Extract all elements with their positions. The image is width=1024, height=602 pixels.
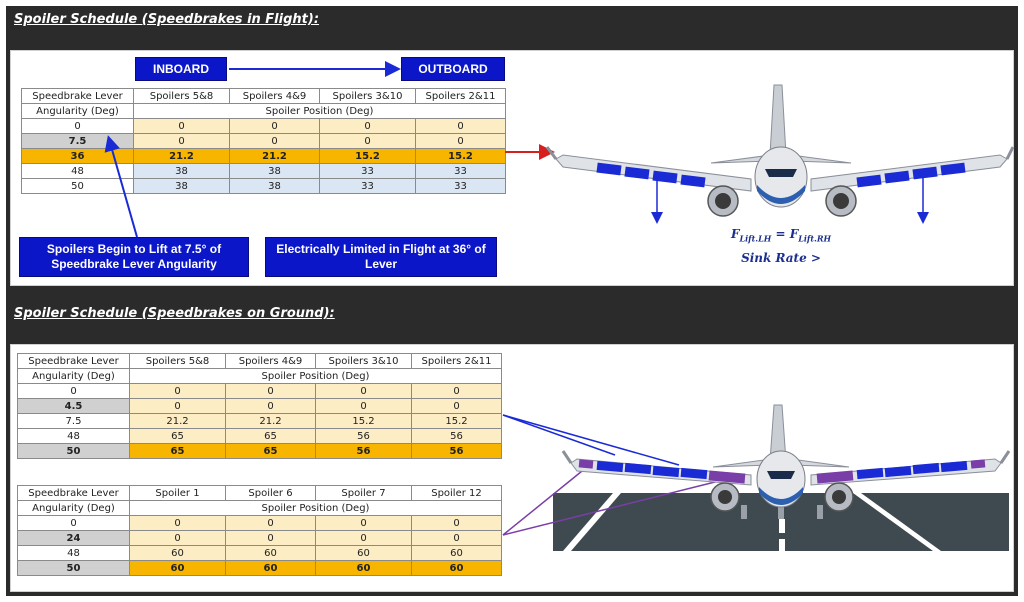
value-cell: 38 xyxy=(134,179,230,194)
value-cell: 15.2 xyxy=(416,149,506,164)
value-cell: 0 xyxy=(230,134,320,149)
value-cell: 0 xyxy=(226,399,316,414)
col-header: Spoilers 3&10 xyxy=(320,89,416,104)
ground-airplane-illustration xyxy=(11,345,1015,593)
value-cell: 38 xyxy=(134,164,230,179)
lever-cell: 50 xyxy=(18,444,130,459)
value-cell: 21.2 xyxy=(230,149,320,164)
pointer-line-blue xyxy=(503,415,615,455)
value-cell: 0 xyxy=(226,516,316,531)
col-header: Spoiler 1 xyxy=(130,486,226,501)
value-cell: 15.2 xyxy=(316,414,412,429)
right-winglet xyxy=(1007,147,1013,159)
value-cell: 33 xyxy=(320,179,416,194)
col-header: Spoilers 5&8 xyxy=(134,89,230,104)
value-cell: 0 xyxy=(316,384,412,399)
value-cell: 0 xyxy=(130,399,226,414)
lever-cell: 0 xyxy=(18,384,130,399)
left-winglet xyxy=(563,451,571,463)
col-header: Spoilers 4&9 xyxy=(230,89,320,104)
value-cell: 0 xyxy=(320,119,416,134)
lever-cell: 48 xyxy=(18,429,130,444)
lever-header: Speedbrake Lever xyxy=(18,486,130,501)
value-cell: 56 xyxy=(316,444,412,459)
col-header: Spoilers 3&10 xyxy=(316,354,412,369)
value-cell: 0 xyxy=(130,384,226,399)
right-winglet xyxy=(1001,451,1009,463)
callout-arrow xyxy=(109,139,137,237)
value-cell: 21.2 xyxy=(130,414,226,429)
value-cell: 65 xyxy=(226,444,316,459)
lever-header: Speedbrake Lever xyxy=(22,89,134,104)
ground-panel xyxy=(10,344,1014,592)
lever-cell: 0 xyxy=(18,516,130,531)
value-cell: 0 xyxy=(316,399,412,414)
position-header: Spoiler Position (Deg) xyxy=(130,501,502,516)
lever-cell: 48 xyxy=(22,164,134,179)
lever-cell: 50 xyxy=(22,179,134,194)
value-cell: 0 xyxy=(412,516,502,531)
value-cell: 0 xyxy=(320,134,416,149)
formula-eq: = xyxy=(771,227,790,241)
value-cell: 0 xyxy=(412,384,502,399)
col-header: Spoilers 2&11 xyxy=(412,354,502,369)
lever-cell: 50 xyxy=(18,561,130,576)
value-cell: 0 xyxy=(134,119,230,134)
value-cell: 0 xyxy=(416,134,506,149)
value-cell: 65 xyxy=(226,429,316,444)
cockpit-window xyxy=(767,471,795,479)
value-cell: 56 xyxy=(316,429,412,444)
value-cell: 0 xyxy=(316,516,412,531)
spoiler-panel-outer xyxy=(579,459,594,468)
lever-header: Angularity (Deg) xyxy=(18,501,130,516)
col-header: Spoiler 6 xyxy=(226,486,316,501)
value-cell: 33 xyxy=(416,164,506,179)
value-cell: 60 xyxy=(412,561,502,576)
value-cell: 60 xyxy=(412,546,502,561)
value-cell: 60 xyxy=(316,546,412,561)
lever-cell: 4.5 xyxy=(18,399,130,414)
value-cell: 56 xyxy=(412,429,502,444)
value-cell: 15.2 xyxy=(412,414,502,429)
value-cell: 0 xyxy=(130,531,226,546)
lever-cell: 36 xyxy=(22,149,134,164)
value-cell: 38 xyxy=(230,164,320,179)
runway-centerline xyxy=(779,539,785,551)
value-cell: 0 xyxy=(226,531,316,546)
inboard-label: INBOARD xyxy=(135,57,227,81)
cockpit-window xyxy=(765,169,797,177)
value-cell: 21.2 xyxy=(134,149,230,164)
value-cell: 0 xyxy=(316,531,412,546)
engine-fan xyxy=(832,490,846,504)
col-header: Spoilers 4&9 xyxy=(226,354,316,369)
lever-header: Speedbrake Lever xyxy=(18,354,130,369)
value-cell: 0 xyxy=(412,531,502,546)
value-cell: 0 xyxy=(130,516,226,531)
value-cell: 60 xyxy=(316,561,412,576)
lever-cell: 24 xyxy=(18,531,130,546)
flight-airplane-illustration xyxy=(11,51,1015,287)
landing-gear xyxy=(817,505,823,519)
value-cell: 21.2 xyxy=(226,414,316,429)
spoiler-panel-outer xyxy=(971,459,986,468)
engine-fan xyxy=(833,193,849,209)
col-header: Spoiler 7 xyxy=(316,486,412,501)
pointer-line-blue xyxy=(503,415,679,465)
formula-lhs-sub: Lift.LH xyxy=(739,233,772,244)
runway-centerline xyxy=(779,519,785,533)
callout-electrical-limit: Electrically Limited in Flight at 36° of Lever xyxy=(265,237,497,277)
callout-lift-start: Spoilers Begin to Lift at 7.5° of Speedbrake Lever Angularity xyxy=(19,237,249,277)
value-cell: 0 xyxy=(134,134,230,149)
value-cell: 33 xyxy=(416,179,506,194)
value-cell: 56 xyxy=(412,444,502,459)
col-header: Spoiler 12 xyxy=(412,486,502,501)
value-cell: 65 xyxy=(130,429,226,444)
outboard-label: OUTBOARD xyxy=(401,57,505,81)
value-cell: 60 xyxy=(130,561,226,576)
value-cell: 0 xyxy=(226,384,316,399)
value-cell: 38 xyxy=(230,179,320,194)
col-header: Spoilers 2&11 xyxy=(416,89,506,104)
value-cell: 60 xyxy=(130,546,226,561)
engine-fan xyxy=(718,490,732,504)
landing-gear xyxy=(741,505,747,519)
flight-panel xyxy=(10,50,1014,286)
lever-cell: 0 xyxy=(22,119,134,134)
engine-fan xyxy=(715,193,731,209)
value-cell: 60 xyxy=(226,546,316,561)
formula-lhs: F xyxy=(730,227,740,241)
ground-section-title: Spoiler Schedule (Speedbrakes on Ground): xyxy=(14,306,335,321)
lever-header: Angularity (Deg) xyxy=(18,369,130,384)
formula-rhs-sub: Lift.RH xyxy=(798,233,832,244)
tail-fin xyxy=(770,85,786,155)
formula-rhs: F xyxy=(789,227,799,241)
value-cell: 33 xyxy=(320,164,416,179)
value-cell: 0 xyxy=(412,399,502,414)
flight-section-title: Spoiler Schedule (Speedbrakes in Flight): xyxy=(14,12,320,27)
lever-cell: 7.5 xyxy=(18,414,130,429)
value-cell: 60 xyxy=(226,561,316,576)
value-cell: 0 xyxy=(416,119,506,134)
lever-cell: 7.5 xyxy=(22,134,134,149)
page-frame xyxy=(6,6,1018,596)
position-header: Spoiler Position (Deg) xyxy=(134,104,506,119)
lever-header: Angularity (Deg) xyxy=(22,104,134,119)
value-cell: 0 xyxy=(230,119,320,134)
value-cell: 15.2 xyxy=(320,149,416,164)
value-cell: 65 xyxy=(130,444,226,459)
position-header: Spoiler Position (Deg) xyxy=(130,369,502,384)
col-header: Spoilers 5&8 xyxy=(130,354,226,369)
lever-cell: 48 xyxy=(18,546,130,561)
sink-rate-label: Sink Rate > xyxy=(741,251,821,265)
